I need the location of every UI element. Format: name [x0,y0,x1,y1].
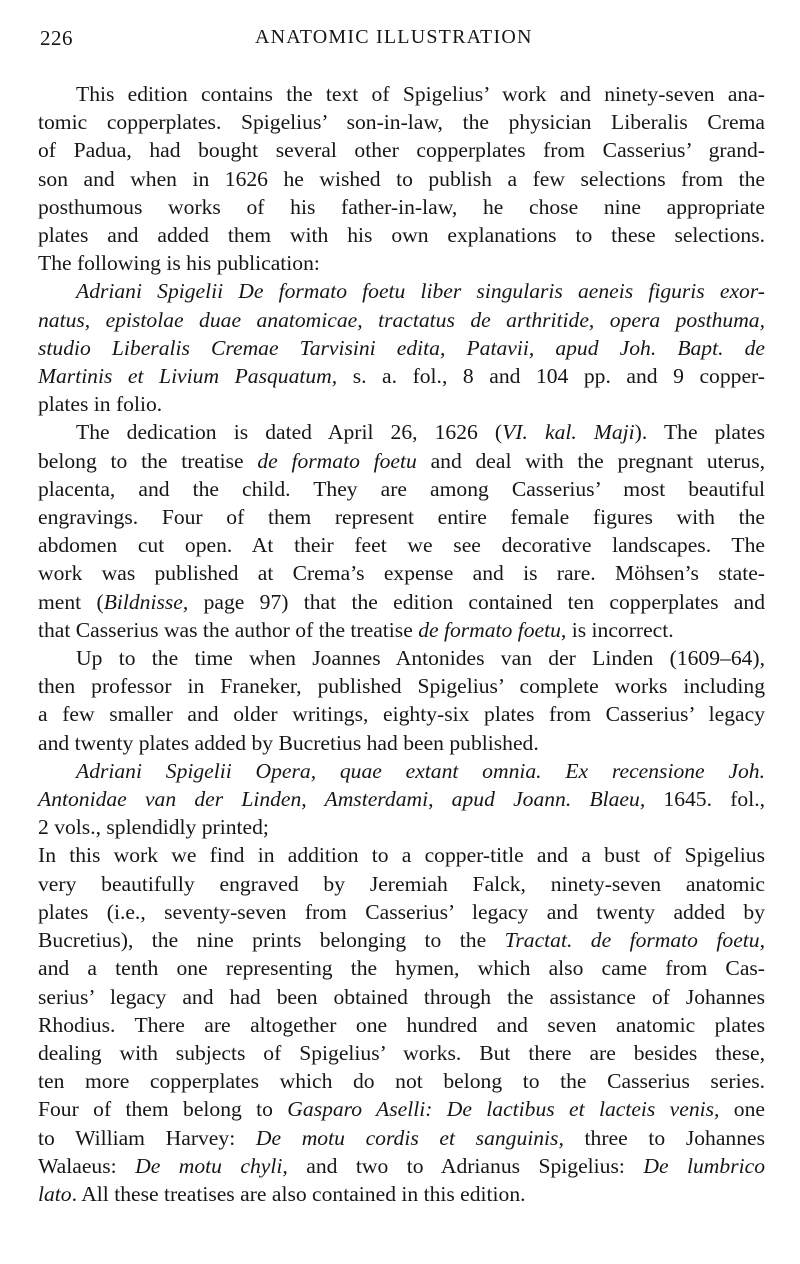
page-number: 226 [40,26,73,50]
paragraph-4 [38,841,765,1208]
text-line: plates in folio. [38,392,163,417]
text-line: placenta, and the child. They are among Casserius’ most beautiful [38,476,765,501]
text-line: Antonidae van der Linden, Amsterdami, apud Joann. Blaeu, 1645. fol., [38,787,765,812]
text-line: posthumous works of his father-in-law, he chose nine appropriate [38,194,765,219]
text-line [38,362,765,390]
paragraph-1 [38,80,765,277]
text-line: abdomen cut open. At their feet we see decorative landscapes. The [38,533,765,558]
text-line: very beautifully engraved by Jeremiah Falck, ninety-seven anatomic [38,871,765,896]
text-line: This edition contains the text of Spigelius’ work and ninety-seven ana- [76,82,765,106]
text-line: The dedication is dated April 26, 1626 (VI. kal. Maji). The plates [76,420,766,445]
text-line: a few smaller and older writings, eighty-six plates from Casserius’ legacy [38,702,765,727]
page-body [38,80,765,1208]
text-line: Rhodius. There are altogether one hundred and seven anatomic plates [38,1012,765,1037]
text-line: belong to the treatise de formato foetu and deal with the pregnant uterus, [38,448,765,473]
text-line: In this work we find in addition to a copper-title and a bust of Spigelius [38,843,765,868]
text-line: work was published at Crema’s expense and is rare. Möhsen’s state- [38,561,765,586]
text-line: tomic copperplates. Spigelius’ son-in-law, the physician Liberalis Crema [38,110,765,135]
citation-title: Martinis et Livium Pasquatum, [38,364,338,389]
text-line: dealing with subjects of Spigelius’ works. But there are besides these, [38,1040,765,1065]
text-line: Adriani Spigelii Opera, quae extant omnia. Ex recensione Joh. [76,758,765,783]
text-line: ment (Bildnisse, page 97) that the edition contained ten copperplates and [38,589,765,614]
text-line: to William Harvey: De motu cordis et sanguinis, three to Johannes [38,1125,766,1150]
running-title: ANATOMIC ILLUSTRATION [255,26,533,48]
paragraph-2 [38,418,765,644]
citation-details: s. a. fol., 8 and 104 pp. and 9 copper- [337,364,765,389]
text-line: serius’ legacy and had been obtained through the assistance of Johannes [38,984,765,1009]
paragraph-3 [38,644,765,757]
text-line: lato. All these treatises are also contained in this edition. [38,1181,526,1206]
text-line: Walaeus: De motu chyli, and two to Adrianus Spigelius: De lumbrico [38,1153,765,1178]
text-line: plates and added them with his own explanations to these selections. [38,223,765,248]
text-line: then professor in Franeker, published Spigelius’ complete works including [38,674,765,699]
text-line [38,334,765,362]
citation-title: Adriani Spigelii De formato foetu liber singularis aeneis figuris exor- [76,279,765,304]
text-line: that Casserius was the author of the treatise de formato foetu, is incorrect. [38,617,674,642]
text-line: and twenty plates added by Bucretius had been published. [38,730,539,755]
citation-2 [38,757,765,842]
text-line: 2 vols., splendidly printed; [38,815,269,840]
text-line: and a tenth one representing the hymen, which also came from Cas- [38,956,765,981]
text-line: Up to the time when Joannes Antonides van der Linden (1609–64), [76,646,765,671]
text-line: Bucretius), the nine prints belonging to the Tractat. de formato foetu, [38,928,765,953]
text-line: Four of them belong to Gasparo Aselli: De lactibus et lacteis venis, one [38,1097,765,1122]
citation-title: natus, epistolae duae anatomicae, tractatus de arthritide, opera posthuma, [38,307,765,332]
text-line: plates (i.e., seventy-seven from Casserius’ legacy and twenty added by [38,899,765,924]
text-line: of Padua, had bought several other copperplates from Casserius’ grand- [38,138,765,163]
text-line: The following is his publication: [38,251,320,276]
citation-title: studio Liberalis Cremae Tarvisini edita, Patavii, apud Joh. Bapt. de [38,335,765,360]
text-line [38,306,765,334]
citation-1 [38,277,765,418]
text-line: ten more copperplates which do not belong to the Casserius series. [38,1069,765,1094]
text-line [38,277,765,305]
text-line: son and when in 1626 he wished to publish a few selections from the [38,166,765,191]
text-line: engravings. Four of them represent entire female figures with the [38,505,765,530]
